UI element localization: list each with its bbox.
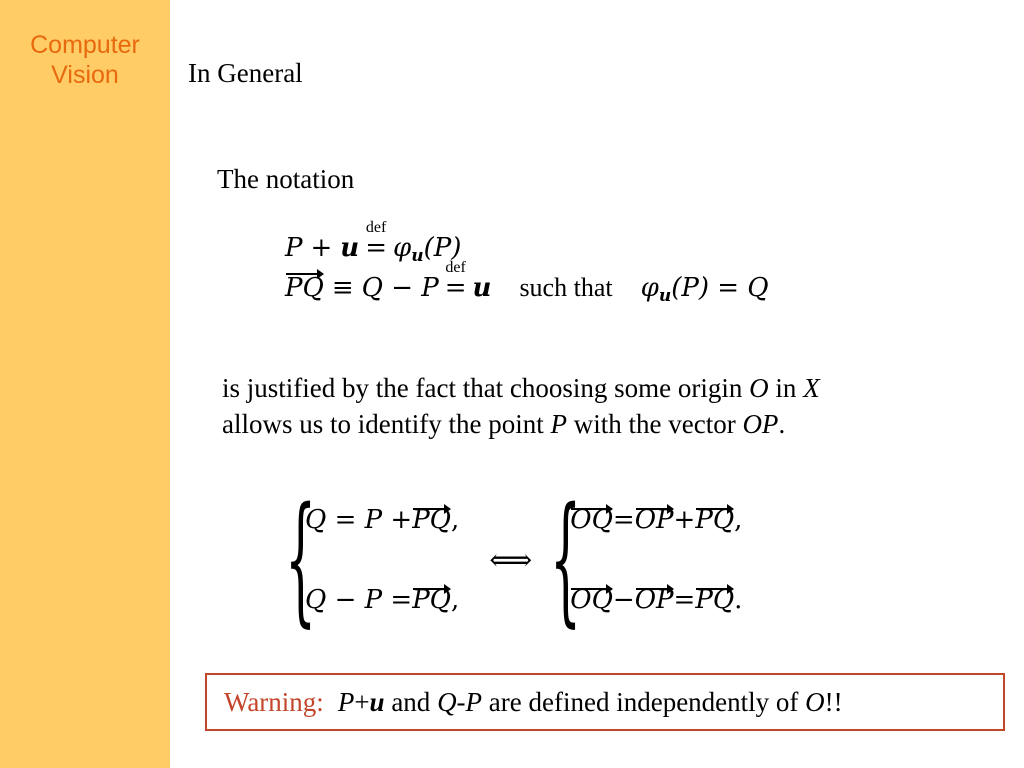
such-that-text: such that <box>519 273 613 302</box>
period: . <box>778 409 786 439</box>
right-eq1-op1: = <box>612 505 635 535</box>
def-label: def <box>365 219 387 236</box>
left-equations <box>305 500 459 620</box>
equiv-sign: ≡ <box>331 273 354 303</box>
def-equals <box>365 219 387 266</box>
right-eq1-v1: OQ <box>570 505 613 535</box>
course-title <box>0 30 170 90</box>
symbol-u: u <box>340 233 360 263</box>
warning-P: P <box>337 686 355 717</box>
left-equation-2 <box>305 580 459 620</box>
right-equation-2 <box>570 580 742 620</box>
symbol-arg-2: (P) = Q <box>671 273 769 303</box>
left-eq1-lhs: Q = P + <box>305 505 413 535</box>
right-eq2-end: . <box>734 585 743 615</box>
right-eq1-v2: OP <box>634 505 674 535</box>
def-label-2: def <box>445 259 466 276</box>
right-eq2-op2: = <box>673 585 696 615</box>
right-eq1-v3: PQ <box>695 505 735 535</box>
formula-line-1 <box>285 219 769 268</box>
warning-box <box>205 673 1005 731</box>
right-eq2-op1: − <box>612 585 635 615</box>
symbol-plus: + <box>310 233 333 263</box>
symbol-u-2: u <box>472 273 492 303</box>
course-title-line1: Computer <box>30 31 140 59</box>
explanation-line-1 <box>222 370 820 406</box>
warning-plus: + <box>354 686 370 717</box>
left-eq2-vector: PQ <box>412 585 451 615</box>
symbol-phi: φ <box>393 233 412 263</box>
equivalence-system <box>285 478 743 641</box>
right-equation-1 <box>570 500 742 540</box>
warning-rest: are defined independently of <box>482 686 806 717</box>
course-title-line2: Vision <box>51 61 119 89</box>
equals-sign-2: = <box>444 273 467 303</box>
left-eq1-end: , <box>451 505 460 535</box>
right-eq2-v2: OP <box>634 585 674 615</box>
warning-bang: !! <box>824 686 843 717</box>
left-equation-1 <box>305 500 459 540</box>
symbol-phi-2: φ <box>640 273 659 303</box>
warning-and: and <box>384 686 438 717</box>
left-eq1-vector: PQ <box>412 505 451 535</box>
explanation-text <box>222 370 820 442</box>
left-eq2-lhs: Q − P = <box>305 585 413 615</box>
iff-symbol: ⟺ <box>489 542 533 578</box>
symbol-P: P <box>285 233 303 263</box>
symbol-u-subscript: u <box>411 246 424 266</box>
right-eq2-v3: PQ <box>695 585 735 615</box>
origin-symbol: O <box>749 373 769 403</box>
symbol-u-subscript-2: u <box>658 286 672 306</box>
equals-sign: = <box>365 233 387 263</box>
with-vector-text: with the vector <box>566 409 743 439</box>
point-symbol: P <box>550 409 567 439</box>
right-equations <box>570 500 742 620</box>
right-eq1-end: , <box>734 505 743 535</box>
sidebar <box>0 0 170 768</box>
notation-formula <box>285 219 769 308</box>
left-brace-2: { <box>550 478 582 641</box>
explanation-line-2 <box>222 406 820 442</box>
explanation-line2-text: allows us to identify the point <box>222 409 551 439</box>
right-eq1-op2: + <box>673 505 696 535</box>
vector-OP-symbol: OP <box>742 409 779 439</box>
in-text: in <box>768 373 804 403</box>
warning-QP: Q-P <box>437 686 483 717</box>
slide-heading: In General <box>188 58 303 88</box>
warning-O: O <box>805 686 825 717</box>
intro-text: The notation <box>217 164 355 194</box>
left-brace-1: { <box>285 478 317 641</box>
warning-u: u <box>369 686 385 717</box>
warning-label: Warning: <box>224 686 324 717</box>
formula-line-2 <box>285 259 769 308</box>
explanation-line1-text: is justified by the fact that choosing some origin <box>222 373 750 403</box>
vector-PQ: PQ <box>285 270 324 306</box>
left-eq2-end: , <box>451 585 460 615</box>
symbol-arg: (P) <box>423 233 462 263</box>
expr-Q-minus-P: Q − P <box>361 273 439 303</box>
space-symbol: X <box>803 373 820 403</box>
def-equals-2 <box>444 259 467 306</box>
right-eq2-v1: OQ <box>570 585 613 615</box>
